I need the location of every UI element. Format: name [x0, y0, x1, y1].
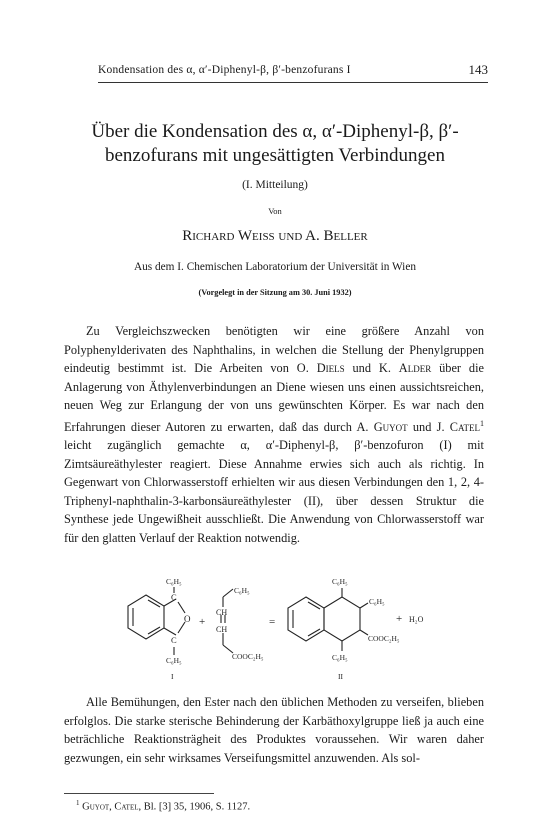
submission-date: (Vorgelegt in der Sitzung am 30. Juni 1932) [198, 288, 352, 297]
authors: Richard Weiss und A. Beller [182, 228, 368, 244]
equals-sign: = [269, 616, 276, 628]
compound-label-II: II [338, 672, 343, 681]
bond [223, 589, 233, 597]
ch-label: CH [216, 625, 228, 634]
c6h5-label: C₆H₅ [166, 577, 182, 586]
paragraph-1-text [64, 322, 484, 547]
ch-label: CH [216, 608, 228, 617]
header-rule [98, 82, 488, 83]
bond [178, 602, 185, 613]
compound-label-I: I [171, 672, 174, 681]
footnote-citation: Bl. [3] 35, 1906, S. 1127. [141, 801, 251, 813]
footnote [64, 799, 496, 813]
running-head: Kondensation des α, α′-Diphenyl-β, β′-benzofurans I [98, 64, 351, 76]
carbon-label: C [171, 635, 177, 645]
text-run: über die Anlagerung von Äthylenverbindungen an Diene wiesen uns einen aussichtsreichen, neuen Weg zur Erlangung der von uns gewünschten Körper. Es war nach den Erfahrungen dieser Autoren zu erwarten, daß das durch A. [64, 361, 485, 434]
reaction-scheme [106, 575, 446, 685]
carbon-label: C [171, 592, 177, 602]
paragraph-1 [64, 322, 484, 547]
c6h5-label: C₆H₅ [234, 586, 250, 595]
part-label: (I. Mitteilung) [242, 179, 308, 191]
text-run: und K. [344, 361, 399, 375]
c6h5-label: C₆H₅ [332, 577, 348, 586]
water-label: H₂O [409, 615, 424, 624]
footnote-authors: Guyot, Catel, [82, 801, 142, 813]
c6h5-label: C₆H₅ [166, 656, 182, 665]
ester-label: COOC₂H₅ [368, 634, 400, 643]
author-name-diels: Diels [316, 361, 345, 375]
text-run: Zu Vergleichszwecken benötigten wir eine größere Anzahl von Polyphenylderivaten des Naphthalins, in welchen die Stellung der Phenylgruppen eindeutig bestimmt ist. Die Arbeiten von O. [64, 324, 484, 375]
footnote-ref: 1 [480, 418, 485, 428]
title-line-1: Über die Kondensation des α, α′-Diphenyl-β, β′- [91, 121, 459, 142]
institution: Aus dem I. Chemischen Laboratorium der Universität in Wien [133, 261, 416, 273]
plus-sign: + [199, 616, 206, 628]
author-name-guyot: Guyot [373, 419, 408, 434]
double-bond [308, 602, 320, 609]
footnote-rule [64, 793, 214, 794]
compound-II-structure [288, 588, 368, 651]
naphthalene-ring-right [324, 597, 360, 641]
double-bond [308, 629, 320, 636]
double-bond [148, 627, 160, 634]
ester-label: COOC₂H₅ [232, 652, 264, 661]
by-label: Von [268, 206, 282, 216]
footnote-mark: 1 [76, 799, 80, 807]
plus-sign: + [396, 613, 403, 625]
bond [164, 628, 176, 635]
cinnamate-structure [221, 589, 233, 653]
oxygen-label: O [184, 614, 191, 624]
text-run: leicht zugänglich gemachte α, α′-Diphenyl-β, β′-benzofuron (I) mit Zimtsäureäthylester reagiert. Diese Annahme erwies sich auch als richtig. In Gegenwart von Chlorwasserstoff erhielten wir aus diesen Verbindungen den 1, 2, 4-Triphenyl-naphthalin-3-karbonsäureäthylester (II), über dessen Struktur die Synthese jede Ungewißheit ausschließt. Die Anwendung von Chlorwasserstoff war für den glatten Verlauf der Reaktion notwendig. [64, 438, 484, 545]
bond [360, 603, 368, 608]
paragraph-2 [64, 693, 484, 767]
text-run: und J. [407, 419, 450, 434]
bond [360, 630, 368, 635]
c6h5-label: C₆H₅ [332, 653, 348, 662]
article-title [70, 120, 480, 168]
author-name-catel: Catel [449, 419, 481, 434]
title-line-2: benzofurans mit ungesättigten Verbindungen [105, 145, 445, 166]
page-number: 143 [468, 62, 488, 77]
c6h5-label: C₆H₅ [369, 597, 385, 606]
double-bond [148, 600, 160, 607]
paragraph-2-text: Alle Bemühungen, den Ester nach den üblichen Methoden zu verseifen, blieben erfolglos. Die starke sterische Behinderung der Karbäthoxylgruppe ließ ja auch eine beträchliche Reaktionsträgheit des Produktes voraussehen. Wir waren daher gezwungen, ein sehr wirksames Verseifungsmittel anzuwenden. Als sol- [64, 695, 484, 765]
author-name-alder: Alder [398, 361, 432, 375]
